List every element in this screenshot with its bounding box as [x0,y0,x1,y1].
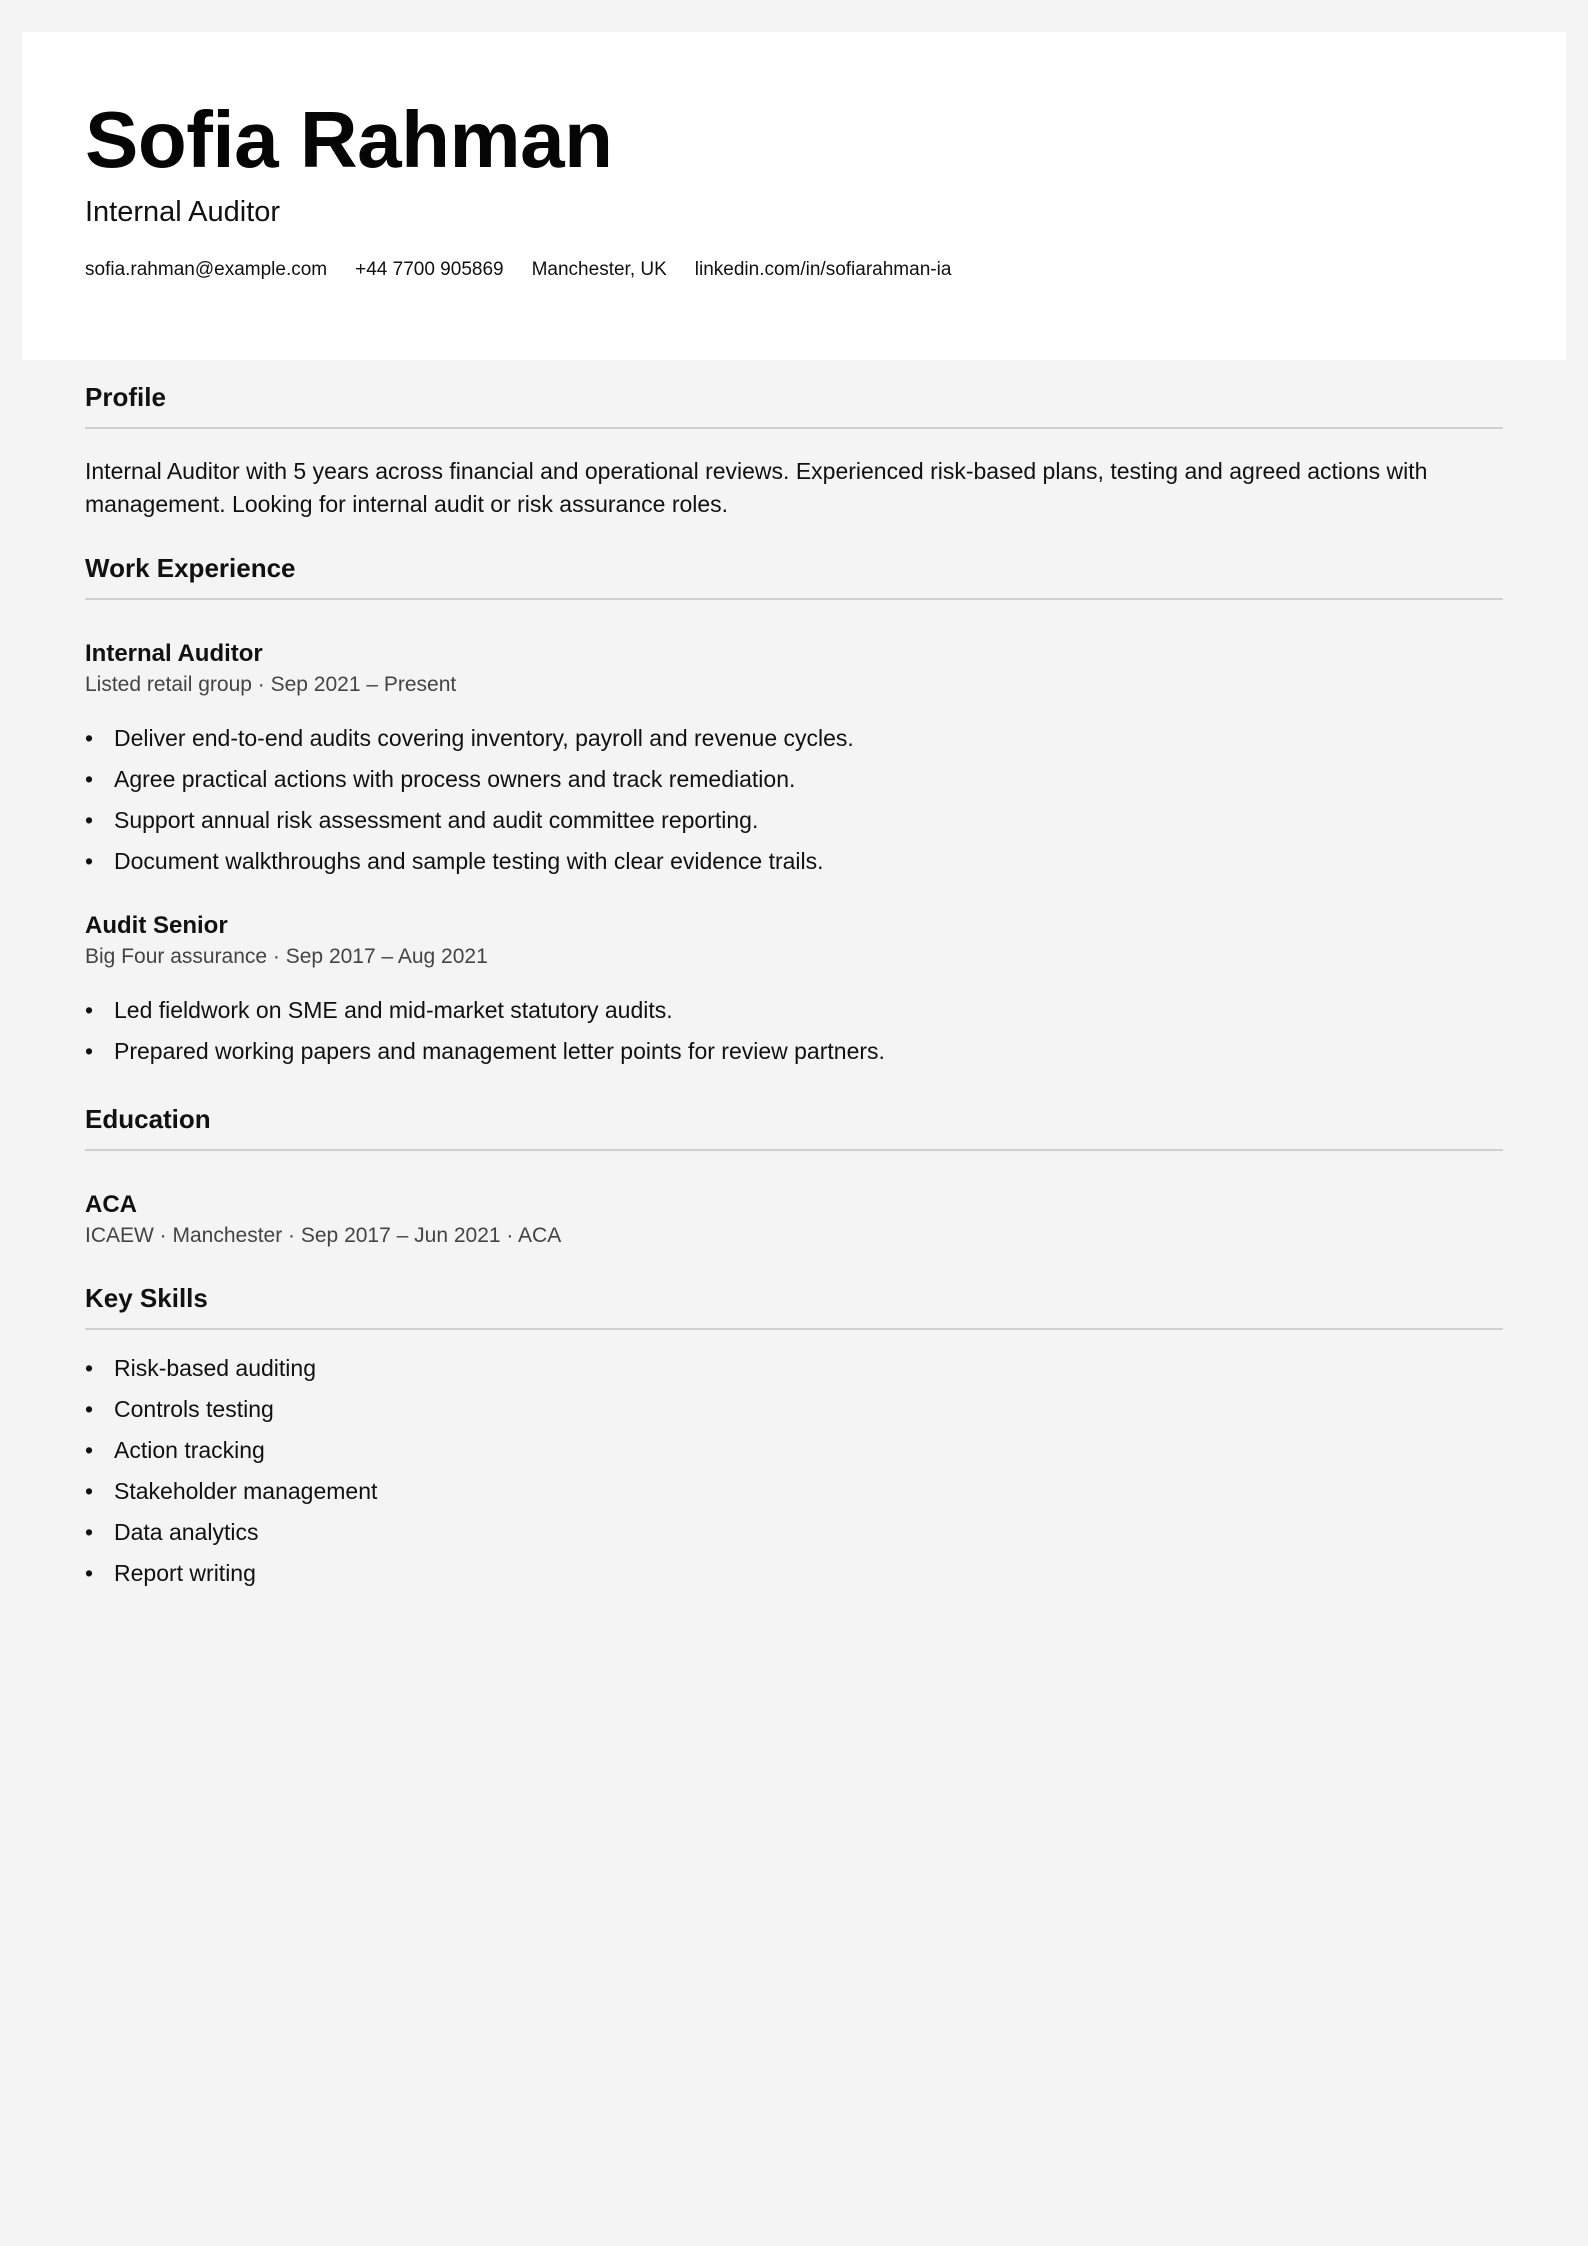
job-bullet: • Led fieldwork on SME and mid-market statutory audits. [85,990,1503,1031]
experience-section [85,551,1503,1072]
contact-location: Manchester, UK [531,259,667,280]
resume-body [85,380,1503,1594]
contact-email[interactable]: sofia.rahman@example.com [85,259,328,280]
job-bullet: • Document walkthroughs and sample testing with clear evidence trails. [85,841,1503,882]
skill-item: • Action tracking [85,1430,1503,1471]
candidate-role: Internal Auditor [85,196,281,228]
skill-item: • Stakeholder management [85,1471,1503,1512]
skill-item: • Controls testing [85,1389,1503,1430]
job-bullets [85,990,1503,1072]
section-title-profile: Profile [85,380,1503,429]
job-meta: Listed retail group · Sep 2021 – Present [85,673,457,696]
resume-header [22,32,1566,360]
education-section [85,1102,1503,1251]
skills-list [85,1348,1503,1594]
job-bullet: • Deliver end-to-end audits covering inventory, payroll and revenue cycles. [85,718,1503,759]
skill-item: • Report writing [85,1553,1503,1594]
skill-item: • Data analytics [85,1512,1503,1553]
section-title-education: Education [85,1102,1503,1151]
job-bullet: • Agree practical actions with process owners and track remediation. [85,759,1503,800]
section-title-skills: Key Skills [85,1281,1503,1330]
profile-section [85,380,1503,521]
job-bullet: • Prepared working papers and management letter points for review partners. [85,1031,1503,1072]
job-entry [85,638,1503,882]
contact-linkedin[interactable]: linkedin.com/in/sofiarahman-ia [694,259,952,280]
job-title: Internal Auditor [85,640,263,667]
contact-row [85,258,951,282]
education-entry [85,1189,1503,1251]
contact-phone[interactable]: +44 7700 905869 [355,259,504,280]
skills-section [85,1281,1503,1594]
job-bullets [85,718,1503,882]
education-meta: ICAEW · Manchester · Sep 2017 – Jun 2021 · ACA [85,1224,562,1247]
candidate-name: Sofia Rahman [85,95,613,184]
skill-item: • Risk-based auditing [85,1348,1503,1389]
section-title-experience: Work Experience [85,551,1503,600]
job-entry [85,910,1503,1072]
education-title: ACA [85,1191,137,1218]
job-title: Audit Senior [85,912,228,939]
profile-summary: Internal Auditor with 5 years across financial and operational reviews. Experienced risk-based plans, testing and agreed actions with management. Looking for internal audit or risk assurance roles. [85,458,1428,517]
job-bullet: • Support annual risk assessment and audit committee reporting. [85,800,1503,841]
job-meta: Big Four assurance · Sep 2017 – Aug 2021 [85,945,488,968]
